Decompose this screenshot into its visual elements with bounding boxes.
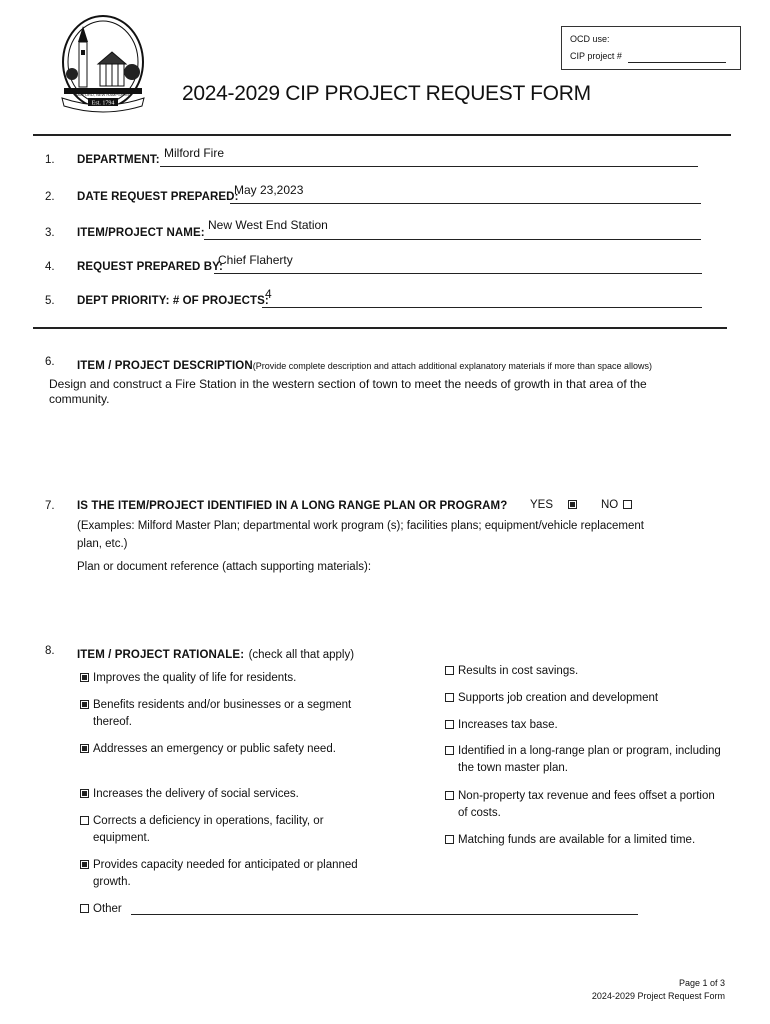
other-label: Other <box>93 903 122 915</box>
department-value[interactable]: Milford Fire <box>164 146 225 160</box>
rationale-option[interactable] <box>445 788 723 822</box>
section-number: 8. <box>45 645 55 657</box>
rationale-checkbox[interactable] <box>80 860 89 869</box>
rationale-checkbox[interactable] <box>445 693 454 702</box>
yes-option[interactable] <box>530 499 581 511</box>
other-checkbox[interactable] <box>80 904 89 913</box>
prepared-by-line <box>214 273 702 274</box>
prepared-by-value[interactable]: Chief Flaherty <box>218 253 293 267</box>
date-prepared-line <box>230 203 701 204</box>
rationale-checkbox[interactable] <box>445 835 454 844</box>
rationale-option[interactable] <box>445 743 723 777</box>
rationale-option[interactable] <box>80 786 350 803</box>
rationale-checkbox[interactable] <box>445 666 454 675</box>
page-number: Page 1 of 3 <box>678 978 725 988</box>
rationale-option[interactable] <box>445 832 723 849</box>
rationale-option-label: Non-property tax revenue and fees offset a portion of costs. <box>458 790 715 819</box>
date-prepared-value[interactable]: May 23,2023 <box>234 183 304 197</box>
rationale-heading <box>77 645 354 663</box>
rationale-option-label: Benefits residents and/or businesses or a segment thereof. <box>93 699 352 728</box>
rationale-option-label: Matching funds are available for a limited time. <box>458 834 696 846</box>
rationale-option[interactable] <box>80 741 353 758</box>
other-option[interactable] <box>80 901 122 918</box>
rationale-option-label: Provides capacity needed for anticipated or planned growth. <box>93 859 358 888</box>
plan-reference-label: Plan or document reference (attach supporting materials): <box>77 561 372 573</box>
rationale-option[interactable] <box>80 670 350 687</box>
description-heading <box>77 356 652 374</box>
department-line <box>160 166 698 167</box>
rationale-label: ITEM / PROJECT RATIONALE: <box>77 649 245 661</box>
rationale-option-label: Supports job creation and development <box>458 692 659 704</box>
ocd-use-label: OCD use: <box>570 34 610 44</box>
rationale-option-label: Identified in a long-range plan or program, including the town master plan. <box>458 745 721 774</box>
dept-priority-value[interactable]: 4 <box>265 287 272 301</box>
field-number: 1. <box>45 154 55 166</box>
rationale-note: (check all that apply) <box>248 649 355 661</box>
department-label: DEPARTMENT: <box>77 154 160 166</box>
page-footer <box>592 977 725 1003</box>
field-number: 3. <box>45 227 55 239</box>
field-number: 4. <box>45 261 55 273</box>
fields-divider <box>33 327 727 329</box>
no-label: NO <box>601 499 619 511</box>
rationale-option-label: Results in cost savings. <box>458 665 579 677</box>
svg-text:Est. 1794: Est. 1794 <box>91 100 115 107</box>
rationale-checkbox[interactable] <box>445 791 454 800</box>
description-note: (Provide complete description and attach additional explanatory materials if more than space allows) <box>252 361 652 371</box>
description-label: ITEM / PROJECT DESCRIPTION <box>77 360 253 372</box>
description-text[interactable]: Design and construct a Fire Station in the western section of town to meet the needs of growth in that area of the community. <box>49 377 647 406</box>
prepared-by-label: REQUEST PREPARED BY: <box>77 261 223 273</box>
rationale-option-label: Increases the delivery of social services. <box>93 788 299 800</box>
long-range-plan-question: IS THE ITEM/PROJECT IDENTIFIED IN A LONG RANGE PLAN OR PROGRAM? <box>77 500 508 512</box>
rationale-option-label: Improves the quality of life for residents. <box>93 672 297 684</box>
other-field[interactable] <box>131 914 638 915</box>
section-number: 7. <box>45 500 55 512</box>
rationale-option[interactable] <box>80 813 373 847</box>
title-divider <box>33 134 731 136</box>
section-number: 6. <box>45 356 55 368</box>
no-checkbox[interactable] <box>623 500 632 509</box>
no-option[interactable] <box>601 499 636 511</box>
dept-priority-line <box>262 307 702 308</box>
project-name-value[interactable]: New West End Station <box>208 218 328 232</box>
rationale-checkbox[interactable] <box>80 816 89 825</box>
rationale-option[interactable] <box>80 697 353 731</box>
town-seal-logo <box>54 12 152 124</box>
project-name-label: ITEM/PROJECT NAME: <box>77 227 205 239</box>
rationale-option-label: Corrects a deficiency in operations, facility, or equipment. <box>93 815 324 844</box>
ocd-use-box <box>561 26 741 70</box>
rationale-checkbox[interactable] <box>80 673 89 682</box>
rationale-checkbox[interactable] <box>80 744 89 753</box>
cip-project-label: CIP project # <box>570 51 622 61</box>
rationale-checkbox[interactable] <box>445 746 454 755</box>
cip-project-field[interactable] <box>628 62 726 63</box>
rationale-checkbox[interactable] <box>80 700 89 709</box>
project-name-line <box>204 239 701 240</box>
yes-label: YES <box>530 499 554 511</box>
yes-checkbox[interactable] <box>568 500 577 509</box>
rationale-option-label: Increases tax base. <box>458 719 558 731</box>
dept-priority-label: DEPT PRIORITY: # OF PROJECTS: <box>77 295 269 307</box>
svg-text:MILFORD, NEW HAMPSHIRE: MILFORD, NEW HAMPSHIRE <box>75 92 131 97</box>
date-prepared-label: DATE REQUEST PREPARED: <box>77 191 239 203</box>
field-number: 5. <box>45 295 55 307</box>
field-number: 2. <box>45 191 55 203</box>
rationale-option-label: Addresses an emergency or public safety need. <box>93 743 336 755</box>
examples-text: (Examples: Milford Master Plan; departmental work program (s); facilities plans; equipment/vehicle replacement plan, etc.) <box>77 520 644 550</box>
rationale-option[interactable] <box>80 857 358 891</box>
form-name: 2024-2029 Project Request Form <box>591 991 725 1001</box>
rationale-option[interactable] <box>445 663 715 680</box>
rationale-option[interactable] <box>445 717 715 734</box>
form-title: 2024-2029 CIP PROJECT REQUEST FORM <box>182 82 591 105</box>
rationale-option[interactable] <box>445 690 715 707</box>
rationale-checkbox[interactable] <box>445 720 454 729</box>
rationale-checkbox[interactable] <box>80 789 89 798</box>
